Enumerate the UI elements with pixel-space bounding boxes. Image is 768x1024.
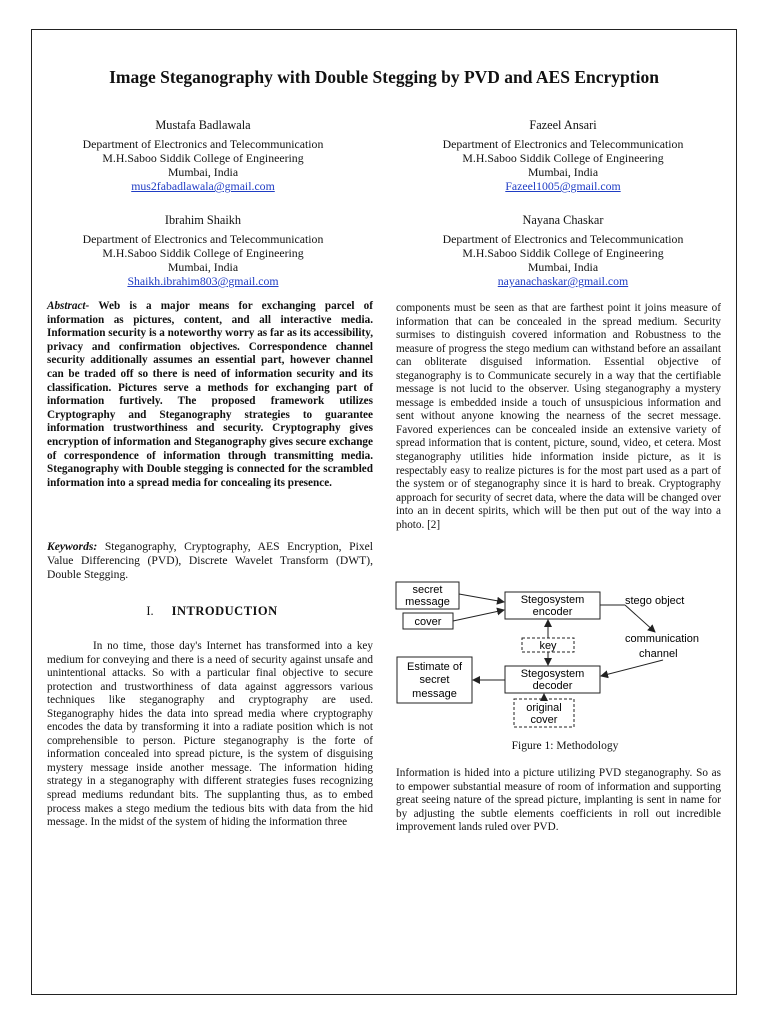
author-email-link[interactable]: mus2fabadlawala@gmail.com (131, 179, 275, 193)
decoder-label-2: decoder (532, 680, 573, 692)
author-city: Mumbai, India (167, 260, 239, 274)
author-email-link[interactable]: Fazeel1005@gmail.com (505, 179, 621, 193)
abstract-label: Abstract- (47, 300, 90, 312)
author-dept: Department of Electronics and Telecommunication (442, 137, 684, 151)
keywords-label: Keywords: (47, 540, 98, 553)
author-block-2 (393, 118, 733, 193)
author-name: Nayana Chaskar (522, 213, 604, 227)
channel-label-1: communication (625, 633, 699, 645)
introduction-body (47, 640, 373, 830)
estimate-label-3: message (412, 688, 457, 700)
author-city: Mumbai, India (167, 165, 239, 179)
secret-message-label-1: secret (412, 584, 443, 596)
encoder-label-2: encoder (532, 606, 573, 618)
stego-object-label: stego object (625, 595, 685, 607)
secret-message-box (396, 582, 459, 609)
original-cover-label-2: cover (530, 714, 558, 726)
keywords (47, 540, 373, 582)
author-name: Mustafa Badlawala (155, 118, 251, 132)
after-figure-text (396, 767, 721, 835)
author-dept: Department of Electronics and Telecommunication (82, 137, 324, 151)
key-box (522, 638, 574, 652)
author-city: Mumbai, India (527, 165, 599, 179)
section-title: INTRODUCTION (171, 604, 278, 618)
author-block-4 (393, 213, 733, 288)
abstract (47, 300, 373, 490)
estimate-label-1: Estimate of (406, 661, 463, 673)
paper-title: Image Steganography with Double Stegging by PVD and AES Encryption (109, 67, 659, 87)
section-number: I. (146, 604, 154, 618)
encoder-label-1: Stegosystem (520, 594, 585, 606)
author-name: Fazeel Ansari (529, 118, 597, 132)
author-name: Ibrahim Shaikh (164, 213, 242, 227)
after-figure-paragraph: Information is hided into a picture utilizing PVD steganography. So as to empower substantial measure of room of information and supporting great seeing nature of the spread picture, implanting is sent in name for by adjusting the subtle elements coefficients in roll out incredible improvement lands ruled over PVD. (396, 767, 721, 834)
author-college: M.H.Saboo Siddik College of Engineering (462, 246, 664, 260)
author-college: M.H.Saboo Siddik College of Engineering (102, 246, 304, 260)
author-block-1 (33, 118, 373, 193)
section-heading (47, 604, 377, 619)
author-dept: Department of Electronics and Telecommunication (442, 232, 684, 246)
channel-label-2: channel (639, 648, 678, 660)
cover-label: cover (414, 616, 442, 628)
encoder-box (505, 592, 600, 619)
key-label: key (539, 640, 557, 652)
estimate-label-2: secret (419, 674, 450, 686)
abstract-body: Web is a major means for exchanging parcel of information as pictures, content, and all interactive media. Information security is a noteworthy worry as far as its accessibility, privacy and confirmation objectives. Correspondence channel security additionally assumes an essential part, however channel can be traded off so there is need of information security and its classification. Pictures serve a methods for exchanging part of information furtively. The proposed framework utilizes Cryptography and Steganography strategies to guarantee information trustworthiness and security. Cryptography gives encryption of information and Steganography gives secure exchange of correspondence of information through transmitting media. Steganography with Double stegging is connected for the scrambled information into a spread media for concealing its presence. (47, 300, 373, 489)
author-email-link[interactable]: nayanachaskar@gmail.com (497, 274, 629, 288)
secret-message-label-2: message (405, 596, 450, 608)
author-college: M.H.Saboo Siddik College of Engineering (462, 151, 664, 165)
original-cover-box (514, 699, 574, 727)
cover-box (403, 613, 453, 629)
estimate-box (397, 657, 472, 703)
author-dept: Department of Electronics and Telecommunication (82, 232, 324, 246)
intro-paragraph: In no time, those day's Internet has transformed into a key medium for conveying and there is a need of security against unsafe and unintentional attacks. So with a particular final objective to secure protection and trustworthiness of data against aggressors various techniques like steganography and cryptography are used. Steganography hides the data into spread media where cryptography encodes the data by transforming it into a radiate position which is not comprehensible to person. Picture steganography is the forte of information concealed into spread picture, is the system of disguising mystery message inside another message. The information hiding strategy in a steganography with different strategies fuses recognizing spread mediums redundant bits. The supplanting thus, as to embed process makes a stego medium the tedious bits with data from the hid message. In the midst of the system of hiding the information three (47, 640, 373, 829)
methodology-figure (393, 580, 733, 730)
original-cover-label-1: original (526, 702, 562, 714)
author-email-link[interactable]: Shaikh.ibrahim803@gmail.com (127, 274, 279, 288)
decoder-box (505, 666, 600, 693)
right-column-text (396, 302, 721, 532)
figure-caption: Figure 1: Methodology (511, 740, 619, 752)
author-block-3 (33, 213, 373, 288)
author-city: Mumbai, India (527, 260, 599, 274)
keywords-body: Steganography, Cryptography, AES Encryption, Pixel Value Differencing (PVD), Discrete Wavelet Transform (DWT), Double Stegging. (47, 540, 373, 581)
author-college: M.H.Saboo Siddik College of Engineering (102, 151, 304, 165)
right-paragraph: components must be seen as that are farthest point it joins measure of information that can be concealed in the spread medium. Security surmises to distinguish covered information and Robustness to the measure of progress the stego medium can withstand before an assailant can obliterate disguised information. Essential objective of steganography is to Communicate securely in a way that the certifiable message is not lucid to the observer. Using steganography a mystery message is embedded inside a touch of unsuspicious information and sent without anyone knowing the nearness of the secret message. Favored experiences can be concealed inside an extensive variety of spread information that is content, picture, sound, video, et cetera. Most steganography utilities hide information inside picture, as it is respectably easy to realize pictures is for the most part used as a part of the system or of steganography since it is hard to break. Cryptography approach for security of secret data, where the data will be changed over into an in decent spirits, which will be then put out of the way into a photo. [2] (396, 302, 721, 531)
decoder-label-1: Stegosystem (520, 668, 585, 680)
